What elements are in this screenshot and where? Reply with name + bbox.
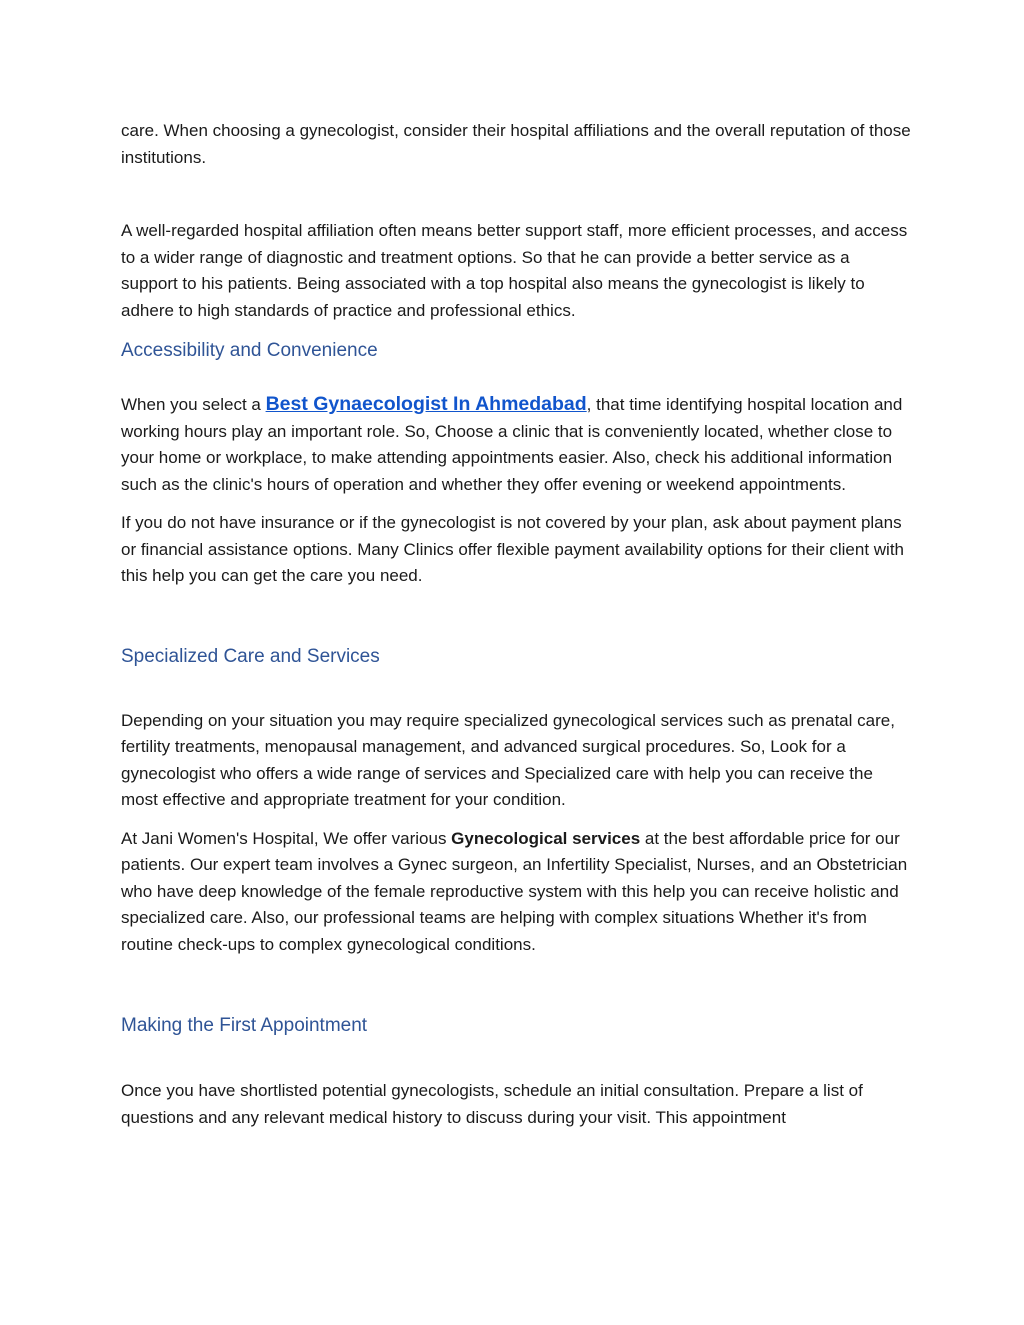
- paragraph-first-appointment: Once you have shortlisted potential gynecologists, schedule an initial consultation. Prepare a list of questions and any relevant medical history to discuss during your visit. This appointment: [121, 1081, 863, 1127]
- heading-accessibility: Accessibility and Convenience: [121, 340, 378, 361]
- gynecological-services-bold: Gynecological services: [451, 828, 641, 848]
- paragraph-accessibility-rest: , that time identifying hospital location and working hours play an important role. So, Choose a clinic that is conveniently located, whether close to your home or workplace, to make attending appointments easier. Also, check his additional information such as the clinic's hours of operation and whether they offer evening or weekend appointments.: [121, 395, 903, 494]
- document-body: [121, 118, 911, 1131]
- paragraph-accessibility: [121, 391, 911, 498]
- paragraph-jani-rest: at the best affordable price for our patients. Our expert team involves a Gynec surgeon, an Infertility Specialist, Nurses, and an Obstetrician who have deep knowledge of the female reproductive system with this help you can receive holistic and specialized care. Also, our professional teams are helping with complex situations Whether it's from routine check-ups to complex gynecological conditions.: [121, 828, 908, 954]
- paragraph-insurance: If you do not have insurance or if the gynecologist is not covered by your plan, ask about payment plans or financial assistance options. Many Clinics offer flexible payment availability options for their client with this help you can get the care you need.: [121, 513, 905, 585]
- paragraph-jani-lead: At Jani Women's Hospital, We offer various: [121, 828, 452, 848]
- paragraph-hospital-affiliations: care. When choosing a gynecologist, consider their hospital affiliations and the overall reputation of those institutions.: [121, 121, 911, 167]
- paragraph-specialized-services: Depending on your situation you may require specialized gynecological services such as prenatal care, fertility treatments, menopausal management, and advanced surgical procedures. So, Look for a gynecologist who offers a wide range of services and Specialized care with help you can receive the most effective and appropriate treatment for your condition.: [121, 710, 895, 809]
- best-gynaecologist-link[interactable]: Best Gynaecologist In Ahmedabad: [265, 393, 587, 415]
- heading-first-appointment: Making the First Appointment: [121, 1015, 368, 1036]
- paragraph-jani-hospital: [121, 826, 911, 959]
- heading-specialized-care: Specialized Care and Services: [121, 645, 380, 667]
- paragraph-accessibility-lead: When you select a: [121, 395, 266, 414]
- paragraph-hospital-affiliation-benefits: A well-regarded hospital affiliation often means better support staff, more efficient processes, and access to a wider range of diagnostic and treatment options. So that he can provide a better service as a support to his patients. Being associated with a top hospital also means the gynecologist is likely to adhere to high standards of practice and professional ethics.: [121, 221, 908, 320]
